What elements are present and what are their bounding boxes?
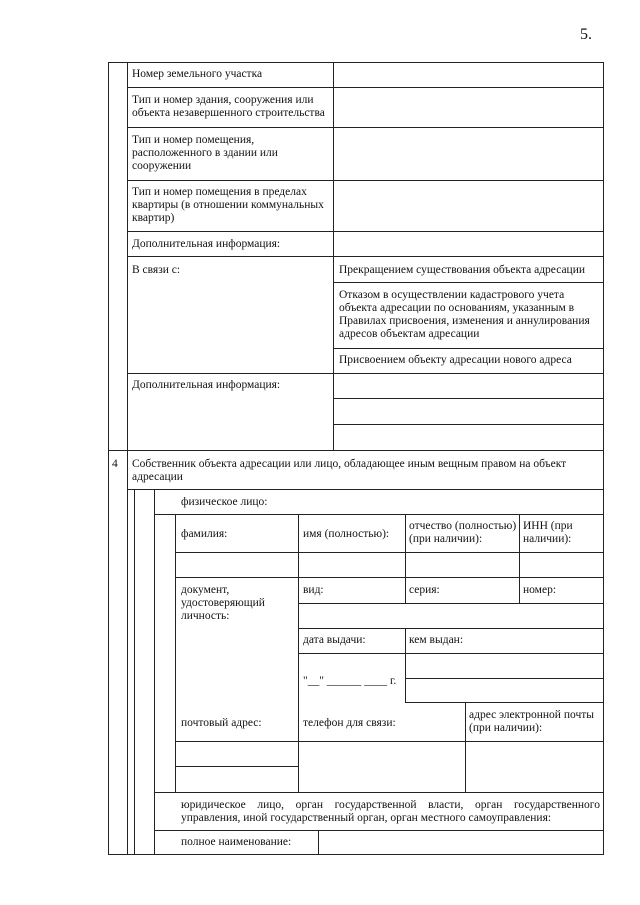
land-plot-number-label: Номер земельного участка	[132, 68, 263, 80]
premises-type-label: Тип и номер помещения, расположенного в здании или сооружении	[132, 134, 278, 172]
section-number: 4	[112, 458, 118, 470]
doc-type-label: вид:	[303, 584, 324, 596]
id-document-label: документ, удостоверяющий личность:	[181, 584, 265, 622]
full-name-label: полное наименование:	[181, 836, 292, 848]
phone-label: телефон для связи:	[303, 717, 396, 729]
postal-address-label: почтовый адрес:	[181, 717, 262, 729]
issue-date-label: дата выдачи:	[303, 634, 366, 646]
inn-label: ИНН (при наличии):	[523, 520, 573, 545]
additional-info-label-2: Дополнительная информация:	[132, 379, 281, 391]
issued-by-label: кем выдан:	[409, 634, 464, 646]
additional-info-label: Дополнительная информация:	[132, 238, 281, 250]
option-termination: Прекращением существования объекта адресации	[339, 264, 586, 276]
legal-entity-label: юридическое лицо, орган государственной власти, орган государственного управления, иной государственный орган, орган местного самоуправления:	[181, 799, 600, 824]
option-new-address: Присвоением объекту адресации нового адреса	[339, 354, 572, 366]
doc-series-label: серия:	[409, 584, 440, 596]
section-title: Собственник объекта адресации или лицо, обладающее иным вещным правом на объект адресации	[132, 458, 567, 483]
option-refusal: Отказом в осуществлении кадастрового учета объекта адресации по основаниям, указанным в Правилах присвоения, изменения и аннулирования адресов объектам адресации	[339, 289, 590, 340]
first-name-label: имя (полностью):	[303, 528, 390, 540]
room-in-premises-label: Тип и номер помещения в пределах квартиры (в отношении коммунальных квартир)	[132, 186, 324, 224]
date-template: "__" ______ ____ г.	[303, 675, 397, 687]
in-connection-with-label: В связи с:	[132, 264, 181, 276]
page-number: 5.	[580, 26, 592, 43]
individual-label: физическое лицо:	[181, 496, 268, 508]
surname-label: фамилия:	[181, 528, 228, 540]
email-label: адрес электронной почты (при наличии):	[469, 709, 594, 734]
doc-number-label: номер:	[523, 584, 557, 596]
building-type-label: Тип и номер здания, сооружения или объекта незавершенного строительства	[132, 94, 325, 119]
patronymic-label: отчество (полностью) (при наличии):	[409, 520, 517, 545]
